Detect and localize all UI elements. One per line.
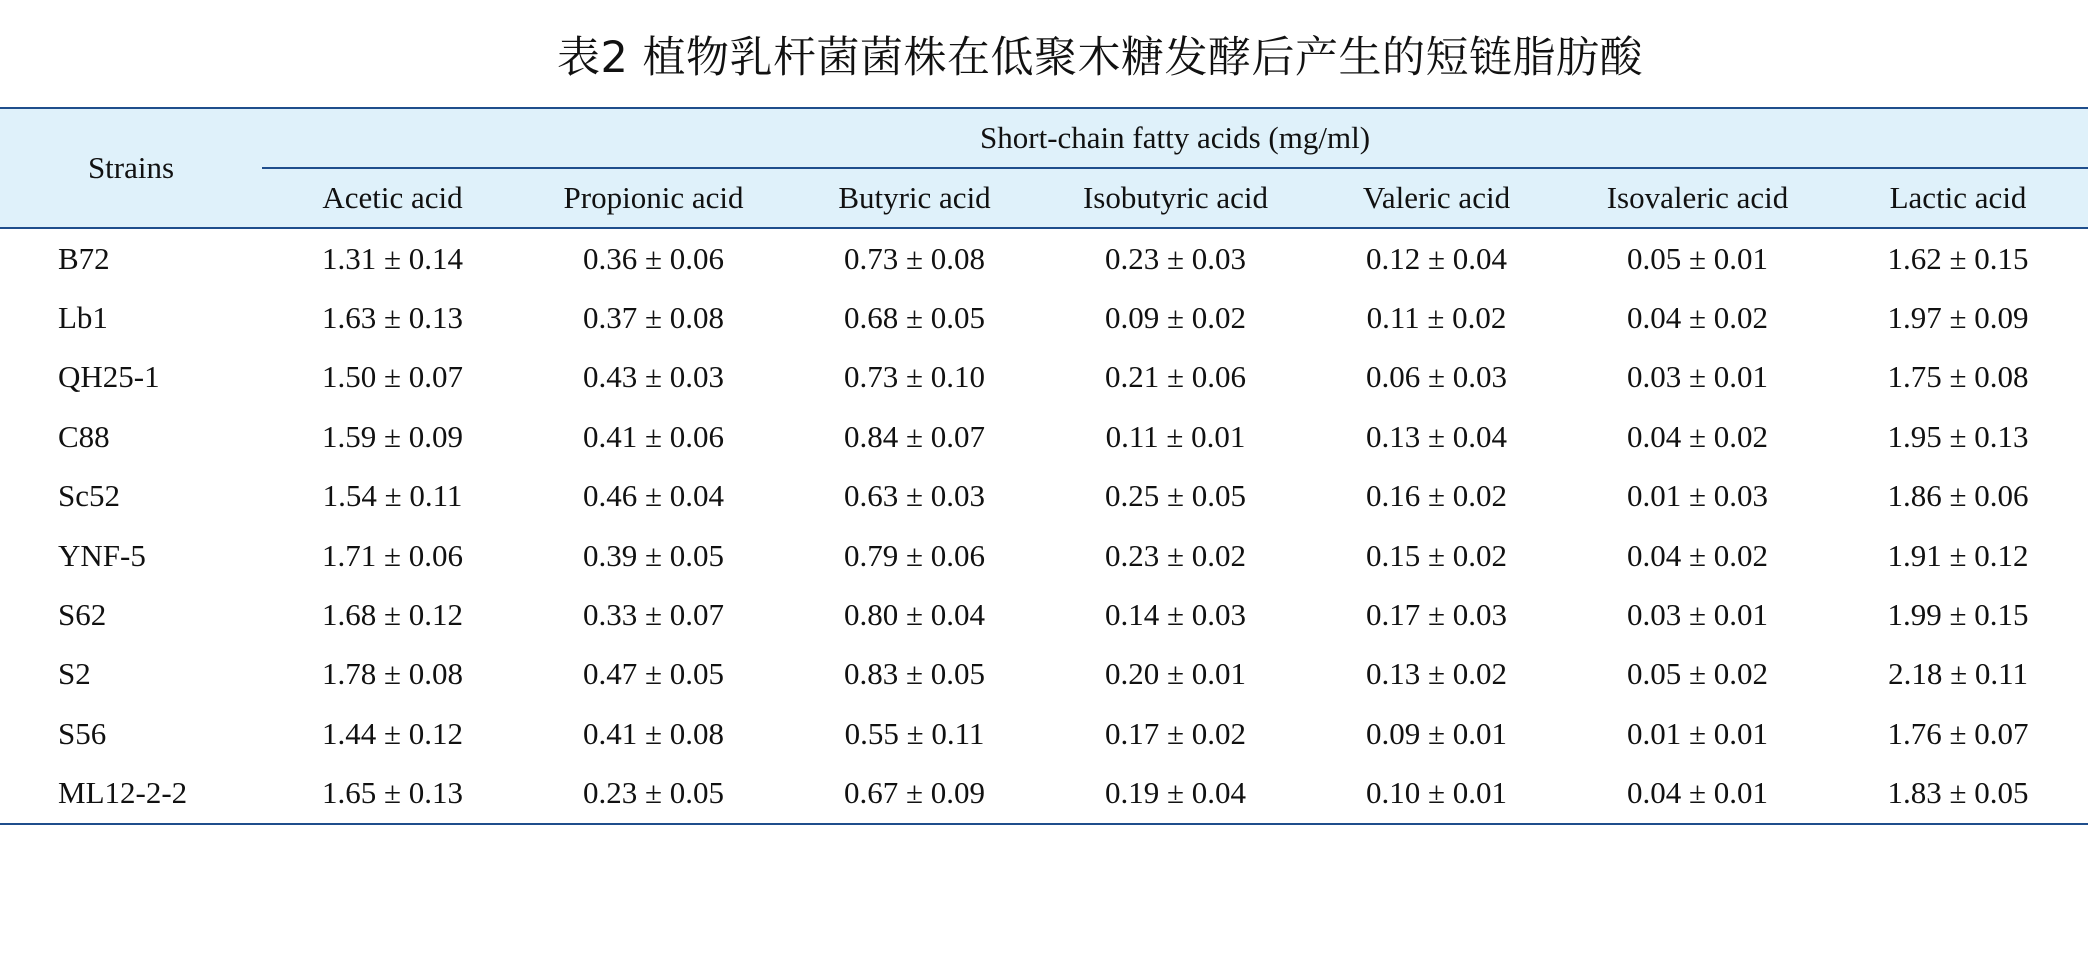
value-cell: 0.05 ± 0.02 bbox=[1626, 656, 1768, 692]
value-cell: 0.23 ± 0.03 bbox=[1104, 240, 1246, 276]
value-cell: 0.11 ± 0.01 bbox=[1105, 418, 1246, 454]
value-cell: 1.71 ± 0.06 bbox=[321, 537, 463, 573]
table-row bbox=[0, 228, 2088, 288]
value-cell: 0.33 ± 0.07 bbox=[582, 597, 724, 633]
column-header: Lactic acid bbox=[1828, 168, 2088, 228]
value-cell: 0.20 ± 0.01 bbox=[1104, 656, 1246, 692]
value-cell: 0.41 ± 0.06 bbox=[582, 418, 724, 454]
header-row-group bbox=[0, 108, 2088, 168]
value-cell: 0.36 ± 0.06 bbox=[582, 240, 724, 276]
value-cell: 0.04 ± 0.02 bbox=[1626, 418, 1768, 454]
value-cell: 0.17 ± 0.03 bbox=[1365, 597, 1507, 633]
value-cell: 1.44 ± 0.12 bbox=[321, 715, 463, 751]
value-cell: 0.13 ± 0.02 bbox=[1365, 656, 1507, 692]
value-cell: 0.47 ± 0.05 bbox=[582, 656, 724, 692]
value-cell: 0.73 ± 0.10 bbox=[843, 359, 985, 395]
scfa-group-header: Short-chain fatty acids (mg/ml) bbox=[262, 108, 2088, 168]
column-header: Propionic acid bbox=[523, 168, 784, 228]
value-cell: 0.83 ± 0.05 bbox=[843, 656, 985, 692]
value-cell: 0.46 ± 0.04 bbox=[582, 478, 724, 514]
value-cell: 0.04 ± 0.02 bbox=[1626, 300, 1768, 336]
value-cell: 1.91 ± 0.12 bbox=[1887, 537, 2029, 573]
value-cell: 0.15 ± 0.02 bbox=[1365, 537, 1507, 573]
value-cell: 1.95 ± 0.13 bbox=[1887, 418, 2029, 454]
value-cell: 1.76 ± 0.07 bbox=[1887, 715, 2029, 751]
value-cell: 0.03 ± 0.01 bbox=[1626, 359, 1768, 395]
value-cell: 0.19 ± 0.04 bbox=[1045, 764, 1306, 824]
value-cell: 1.31 ± 0.14 bbox=[321, 240, 463, 276]
table-row bbox=[0, 764, 2088, 824]
table-row bbox=[0, 645, 2088, 704]
value-cell: 0.67 ± 0.09 bbox=[784, 764, 1045, 824]
value-cell: 0.14 ± 0.03 bbox=[1104, 597, 1246, 633]
value-cell: 0.16 ± 0.02 bbox=[1365, 478, 1507, 514]
header-row-columns bbox=[0, 168, 2088, 228]
table-row bbox=[0, 288, 2088, 347]
column-header: Butyric acid bbox=[784, 168, 1045, 228]
value-cell: 0.13 ± 0.04 bbox=[1365, 418, 1507, 454]
value-cell: 0.10 ± 0.01 bbox=[1306, 764, 1567, 824]
value-cell: 1.99 ± 0.15 bbox=[1887, 597, 2029, 633]
value-cell: 0.12 ± 0.04 bbox=[1365, 240, 1507, 276]
column-header: Acetic acid bbox=[262, 168, 523, 228]
value-cell: 1.83 ± 0.05 bbox=[1828, 764, 2088, 824]
table-title: 表2 植物乳杆菌菌株在低聚木糖发酵后产生的短链脂肪酸 bbox=[556, 33, 1644, 83]
value-cell: 0.79 ± 0.06 bbox=[843, 537, 985, 573]
column-header: Isovaleric acid bbox=[1567, 168, 1828, 228]
column-header: Valeric acid bbox=[1306, 168, 1567, 228]
value-cell: 0.80 ± 0.04 bbox=[843, 597, 985, 633]
value-cell: 0.55 ± 0.11 bbox=[844, 715, 985, 751]
value-cell: 0.23 ± 0.05 bbox=[523, 764, 784, 824]
value-cell: 2.18 ± 0.11 bbox=[1888, 656, 2028, 692]
value-cell: 0.68 ± 0.05 bbox=[843, 300, 985, 336]
column-header: Isobutyric acid bbox=[1045, 168, 1306, 228]
strain-cell: S2 bbox=[58, 656, 91, 692]
value-cell: 0.84 ± 0.07 bbox=[843, 418, 985, 454]
value-cell: 1.63 ± 0.13 bbox=[321, 300, 463, 336]
scfa-table bbox=[0, 107, 2088, 825]
strain-cell: S62 bbox=[58, 597, 107, 633]
value-cell: 1.97 ± 0.09 bbox=[1887, 300, 2029, 336]
value-cell: 0.06 ± 0.03 bbox=[1365, 359, 1507, 395]
value-cell: 0.01 ± 0.01 bbox=[1626, 715, 1768, 751]
table-row bbox=[0, 467, 2088, 526]
value-cell: 0.03 ± 0.01 bbox=[1626, 597, 1768, 633]
value-cell: 1.65 ± 0.13 bbox=[262, 764, 523, 824]
value-cell: 0.37 ± 0.08 bbox=[582, 300, 724, 336]
strain-cell: Lb1 bbox=[58, 300, 108, 336]
value-cell: 0.11 ± 0.02 bbox=[1366, 300, 1507, 336]
value-cell: 1.54 ± 0.11 bbox=[322, 478, 463, 514]
value-cell: 0.01 ± 0.03 bbox=[1626, 478, 1768, 514]
value-cell: 1.50 ± 0.07 bbox=[321, 359, 463, 395]
value-cell: 0.23 ± 0.02 bbox=[1104, 537, 1246, 573]
value-cell: 0.39 ± 0.05 bbox=[582, 537, 724, 573]
value-cell: 0.04 ± 0.01 bbox=[1567, 764, 1828, 824]
value-cell: 0.25 ± 0.05 bbox=[1104, 478, 1246, 514]
value-cell: 1.86 ± 0.06 bbox=[1887, 478, 2029, 514]
value-cell: 1.62 ± 0.15 bbox=[1887, 240, 2029, 276]
value-cell: 1.59 ± 0.09 bbox=[321, 418, 463, 454]
value-cell: 0.43 ± 0.03 bbox=[582, 359, 724, 395]
strain-cell: QH25-1 bbox=[58, 359, 160, 395]
strain-cell: YNF-5 bbox=[58, 537, 146, 573]
table-row bbox=[0, 407, 2088, 466]
value-cell: 0.63 ± 0.03 bbox=[843, 478, 985, 514]
value-cell: 0.04 ± 0.02 bbox=[1626, 537, 1768, 573]
value-cell: 0.09 ± 0.02 bbox=[1104, 300, 1246, 336]
value-cell: 1.68 ± 0.12 bbox=[321, 597, 463, 633]
value-cell: 0.17 ± 0.02 bbox=[1104, 715, 1246, 751]
value-cell: 0.05 ± 0.01 bbox=[1626, 240, 1768, 276]
value-cell: 0.41 ± 0.08 bbox=[582, 715, 724, 751]
table-row bbox=[0, 585, 2088, 644]
value-cell: 1.78 ± 0.08 bbox=[321, 656, 463, 692]
table-row bbox=[0, 526, 2088, 585]
strain-cell: C88 bbox=[58, 418, 110, 454]
table-row bbox=[0, 348, 2088, 407]
strain-cell: Sc52 bbox=[58, 478, 120, 514]
value-cell: 1.75 ± 0.08 bbox=[1887, 359, 2029, 395]
strain-cell: S56 bbox=[58, 715, 107, 751]
strain-cell: ML12-2-2 bbox=[0, 764, 262, 824]
strain-cell: B72 bbox=[58, 240, 110, 276]
table-row bbox=[0, 704, 2088, 763]
value-cell: 0.21 ± 0.06 bbox=[1104, 359, 1246, 395]
value-cell: 0.09 ± 0.01 bbox=[1365, 715, 1507, 751]
value-cell: 0.73 ± 0.08 bbox=[843, 240, 985, 276]
strains-header: Strains bbox=[0, 108, 262, 228]
